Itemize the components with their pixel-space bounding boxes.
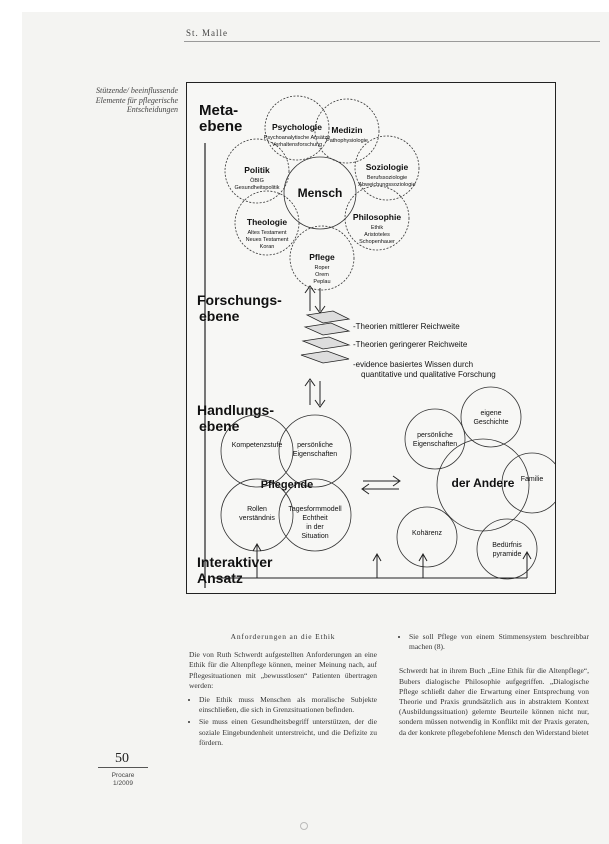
right-bullet-1: • Sie soll Pflege von einem Stimmensystem beschreibbar machen (8). [409,632,589,652]
other-label-4-0: Bedürfnis [492,542,522,549]
books-stack-icon [301,311,349,363]
meta-title-0: Psychologie [271,122,323,132]
meta-sub-0-1: Verhaltensforschung [271,142,323,148]
text-column-right [399,632,589,742]
journal-info [108,772,138,788]
page-number-rule [98,767,148,768]
meta-title-2: Soziologie [365,162,409,172]
meta-sub-3-1: Aristoteles [364,232,390,238]
page-number: 50 [115,751,129,766]
other-center-label: der Andere [451,476,515,490]
meta-sub-3-0: Ethik [370,225,384,231]
text-column-left [189,632,377,750]
meta-sub-4-1: Orem [315,272,329,278]
left-bullet-2: • Sie muss einen Gesundheitsbegriff unterstützen, der die soziale Eingebundenheit unterstreicht, und die Defizite zu fördern. [199,717,377,748]
left-paragraph: Die von Ruth Schwerdt aufgestellten Anforderungen an eine Ethik für die Altenpflege können, meiner Meinung nach, auf Pflegesituationen mit „bewusstlosen“ Patienten übertragen werden: [189,650,377,690]
research-1: -Theorien geringerer Reichweite [353,340,468,349]
research-0: -Theorien mittlerer Reichweite [353,322,460,331]
other-label-0-1: Geschichte [473,419,509,426]
carer-label-3-3: Situation [301,533,329,540]
other-circle-0 [461,387,521,447]
page-edge-top [0,0,609,12]
research-texts [353,322,496,379]
carer-label-3-1: Echtheit [302,515,328,522]
level-meta-l2: ebene [199,118,243,135]
figure-diagram [186,82,556,594]
meta-sub-0-0: Psychoanalytische Ansätze [263,135,331,141]
carer-label-3-0: Tagesformmodell [288,506,342,513]
left-bullet-1: • Die Ethik muss Menschen als moralische Subjekte einschließen, die sich in Grenzsituationen befinden. [199,695,377,715]
scan-mark [300,822,308,830]
level-interaktiv-l2: Ansatz [197,570,243,586]
other-label-3-0: Kohärenz [412,530,442,537]
double-arrow-lower [305,379,325,407]
meta-sub-2-1: Abweichungssoziologie [358,182,416,188]
left-bullets [189,695,377,748]
level-forschung-l1: Forschungs- [197,292,282,308]
level-handlung-l1: Handlungs- [197,402,274,418]
other-label-2-0: Familie [520,476,544,483]
level-handlung-l2: ebene [199,418,240,434]
section-heading: Anforderungen an die Ethik [230,632,336,641]
meta-sub-4-2: Peplau [313,279,331,285]
meta-title-6: Politik [244,165,270,175]
other-label-4-1: pyramide [492,551,522,558]
level-meta [199,102,242,135]
meta-sub-4-0: Roper [314,265,330,271]
research-2: -evidence basiertes Wissen durch [353,360,474,369]
research-2-cont: quantitative und qualitative Forschung [361,370,496,379]
level-interaktiv-l1: Interaktiver [197,554,273,570]
level-forschung-l2: ebene [199,308,240,324]
right-bullets [399,632,589,652]
exchange-arrow [362,476,400,494]
other-label-1-1: Eigenschaften [412,441,458,448]
journal-name: Procare [111,772,135,779]
level-interaktiv [197,554,276,586]
carer-label-1-1: Eigenschaften [292,451,338,458]
carer-label-1-0: persönliche [297,442,333,449]
other-label-0-0: eigene [480,410,502,417]
carer-label-2-1: verständnis [239,515,275,522]
meta-sub-5-2: Koran [259,244,275,250]
other-label-1-0: persönliche [417,432,453,439]
meta-sub-2-0: Berufssoziologie [366,175,408,181]
page-edge-left [0,0,22,844]
meta-sub-5-1: Neues Testament [245,237,289,243]
level-handlung [197,402,278,434]
carer-circle-0 [221,415,293,487]
other-circle-1 [405,409,465,469]
carer-center-label: Pflegende [260,479,314,491]
center-label: Mensch [297,186,343,200]
meta-sub-3-2: Schopenhauer [359,239,395,245]
header-rule [184,41,600,42]
right-paragraph: Schwerdt hat in ihrem Buch „Eine Ethik für die Altenpflege“, Bubers dialogische Philosophie aufgegriffen. „Dialogische Pflege schließt daher die Erwartung einer Entsprechung von Theorie und Praxis grundsätzlich aus in abstraktem Kontext (Ausbildungssituation) gelernte Beurteile können nicht nur, sondern müssen notwendig in Konflikt mit der Praxis geraten, da der konkrete pflegebefohlene Mensch den Widerstand bietet [399,666,589,737]
other-circle-4 [477,519,537,579]
meta-title-4: Pflege [309,252,335,262]
meta-title-3: Philosophie [352,212,402,222]
carer-label-2-0: Rollen [247,506,267,513]
carer-label-0-0: Kompetenzstufe [231,442,283,449]
meta-sub-6-1: Gesundheitspolitik [234,185,280,191]
meta-sub-5-0: Altes Testament [247,230,287,236]
diagram-svg [187,83,555,593]
level-forschung [197,292,286,324]
running-head: St. Malle [186,28,228,38]
meta-sub-6-0: ÖBIG [250,178,264,184]
meta-title-1: Medizin [331,125,363,135]
carer-label-3-2: in der [306,524,324,531]
level-meta-l1: Meta- [199,102,239,119]
other-circle-3 [397,507,457,567]
meta-title-5: Theologie [246,217,288,227]
figure-caption: Stützende/ beeinflussende Elemente für pflegerische Entscheidungen [95,86,178,114]
meta-sub-1-0: Pathophysiologie [326,138,368,144]
journal-issue: 1/2009 [113,780,133,787]
